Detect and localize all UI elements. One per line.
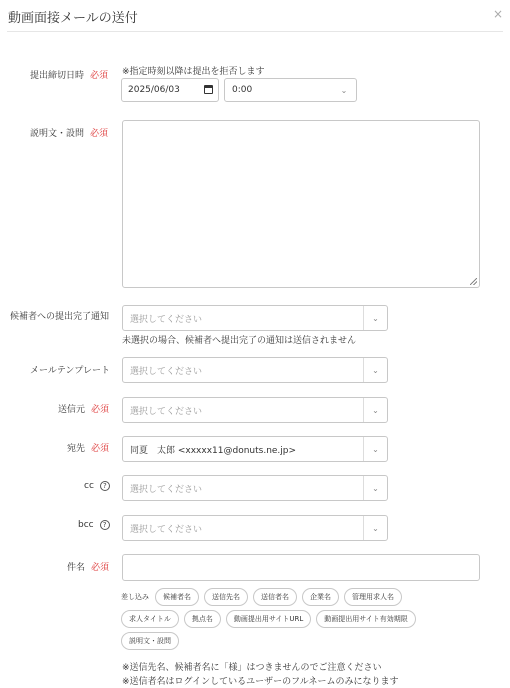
chevron-down-icon: ⌄ [363,398,387,422]
insert-tag[interactable]: 動画提出用サイト有効期限 [316,610,416,628]
insert-tag[interactable]: 求人タイトル [121,610,179,628]
subject-label: 件名 必須 [67,563,110,573]
chevron-down-icon: ⌄ [340,85,348,95]
completion-notice-select[interactable]: 選択してください ⌄ [122,305,388,331]
header-divider [7,31,503,32]
question-circle-icon[interactable]: ? [100,481,110,491]
description-label: 説明文・設問 必須 [30,129,109,139]
bcc-label: bcc ? [78,520,110,530]
sender-select[interactable]: 選択してください ⌄ [122,397,388,423]
required-badge: 必須 [90,71,109,81]
insert-tag[interactable]: 送信先名 [204,588,248,606]
description-textarea[interactable] [122,120,480,288]
insert-tag[interactable]: 説明文・設問 [121,632,179,650]
mail-template-select[interactable]: 選択してください ⌄ [122,357,388,383]
completion-notice-label: 候補者への提出完了通知 [10,312,110,322]
mail-template-label: メールテンプレート [30,366,111,376]
subject-input[interactable] [122,554,480,581]
modal-title: 動画面接メールの送付 [8,11,138,26]
close-icon[interactable]: × [492,7,503,21]
bcc-select[interactable]: 選択してください ⌄ [122,515,388,541]
required-badge: 必須 [91,563,110,573]
insert-tag[interactable]: 候補者名 [155,588,199,606]
deadline-label: 提出締切日時 必須 [30,71,109,81]
chevron-down-icon: ⌄ [363,306,387,330]
sender-label: 送信元 必須 [58,405,110,415]
footer-note: ※送信者名はログインしているユーザーのフルネームのみになります [122,677,399,687]
chevron-down-icon: ⌄ [363,358,387,382]
insert-tag[interactable]: 送信者名 [253,588,297,606]
insert-tag[interactable]: 企業名 [302,588,339,606]
completion-notice-note: 未選択の場合、候補者へ提出完了の通知は送信されません [122,336,357,346]
cc-select[interactable]: 選択してください ⌄ [122,475,388,501]
chevron-down-icon: ⌄ [363,476,387,500]
insert-label: 差し込み [121,593,149,601]
required-badge: 必須 [90,129,109,139]
deadline-date-input[interactable] [121,78,219,102]
deadline-time-select[interactable] [224,78,357,102]
required-badge: 必須 [91,405,110,415]
insert-tag[interactable]: 管理用求人名 [344,588,402,606]
insert-tag[interactable]: 拠点名 [184,610,221,628]
deadline-time-value: 0:00 [232,85,253,95]
calendar-icon[interactable] [204,85,213,94]
recipient-label: 宛先 必須 [67,444,110,454]
insert-tags [121,588,421,654]
deadline-note: ※指定時刻以降は提出を拒否します [122,67,265,77]
chevron-down-icon: ⌄ [363,516,387,540]
question-circle-icon[interactable]: ? [100,520,110,530]
deadline-date-value: 2025/06/03 [128,85,180,95]
cc-label: cc ? [84,481,110,491]
chevron-down-icon: ⌄ [363,437,387,461]
required-badge: 必須 [91,444,110,454]
recipient-select[interactable]: 同夏 太郎 <xxxxx11@donuts.ne.jp> ⌄ [122,436,388,462]
insert-tag[interactable]: 動画提出用サイトURL [226,610,311,628]
footer-note: ※送信先名、候補者名に「様」はつきませんのでご注意ください [122,663,382,673]
resize-handle-icon[interactable] [470,278,477,285]
